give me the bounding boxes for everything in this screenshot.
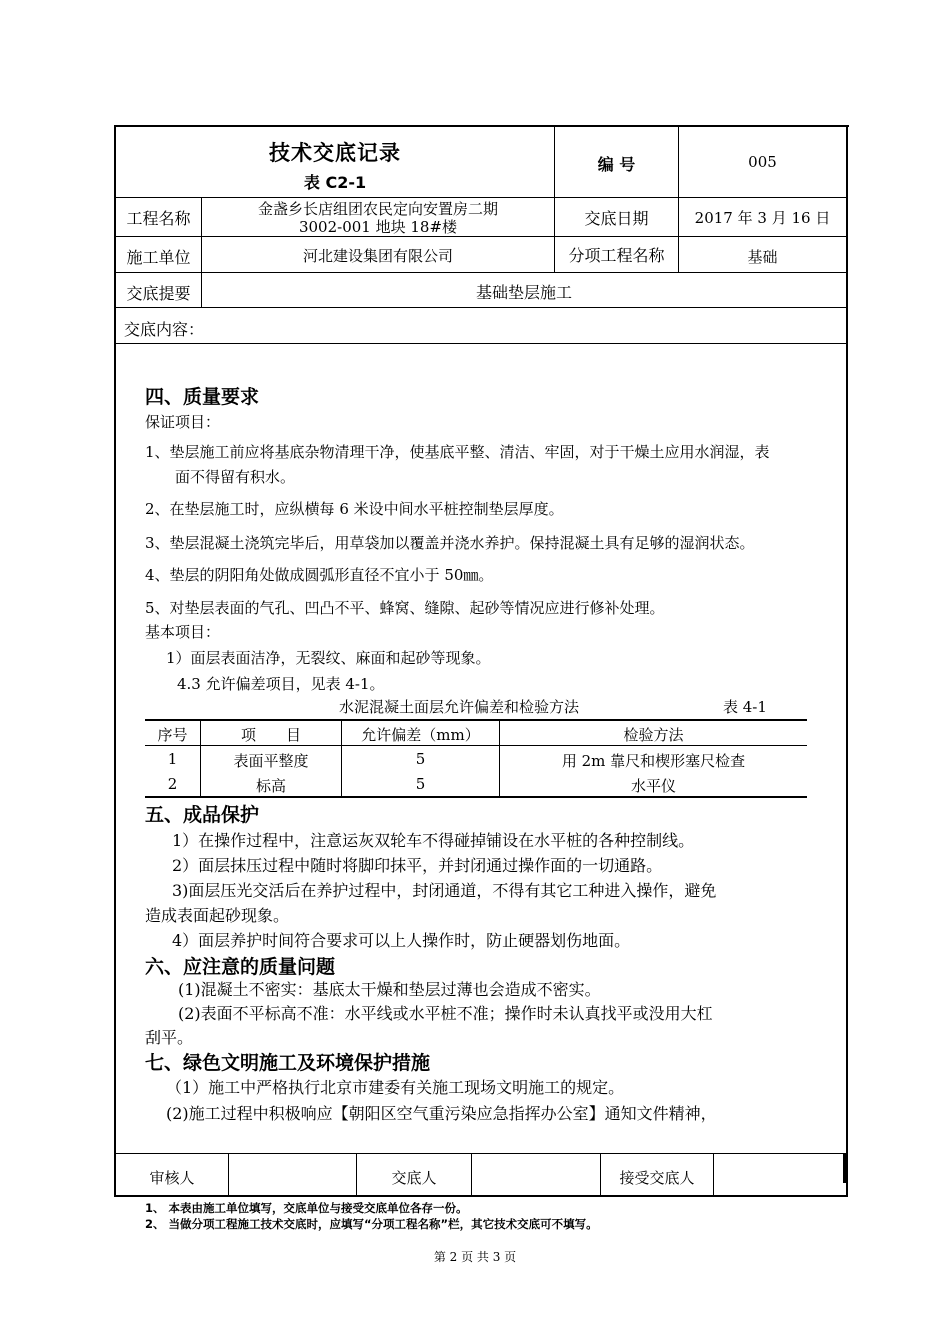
- form-number: 表 C2-1: [303, 173, 367, 192]
- section5-heading: 五、成品保护: [145, 804, 260, 826]
- s5-item2: 2）面层抹压过程中随时将脚印抹平，并封闭通过操作面的一切通路。: [172, 856, 663, 875]
- row-rule-3: [114, 272, 847, 273]
- page-number: 第 2 页 共 3 页: [433, 1250, 517, 1264]
- table-row-1-tolerance: 5: [415, 750, 426, 768]
- tbl-bottom: [145, 796, 807, 798]
- tolerance-note: 4.3 允许偏差项目，见表 4-1。: [177, 675, 385, 693]
- note-1: 1、 本表由施工单位填写，交底单位与接受交底单位各存一份。: [145, 1201, 468, 1215]
- reviewer-field[interactable]: [229, 1154, 356, 1195]
- table-row-2-tolerance: 5: [415, 775, 426, 793]
- table-row-1-seq: 1: [167, 750, 178, 768]
- table-number: 表 4-1: [723, 698, 767, 716]
- project-name-line2: 3002-001 地块 18#楼: [298, 218, 458, 236]
- frame-top: [114, 125, 849, 127]
- section6-heading: 六、应注意的质量问题: [145, 956, 336, 978]
- frame-bottom: [114, 1195, 848, 1197]
- content-label: 交底内容：: [124, 320, 205, 339]
- row-rule-5: [114, 343, 847, 344]
- table-row-2-item: 标高: [255, 777, 286, 795]
- section7-heading: 七、绿色文明施工及环境保护措施: [145, 1052, 431, 1074]
- table-row-2-method: 水平仪: [630, 777, 676, 795]
- item5: 5、对垫层表面的气孔、凹凸不平、蜂窝、缝隙、起砂等情况应进行修补处理。: [145, 599, 665, 617]
- row-rule-4: [114, 307, 847, 308]
- record-title: 技术交底记录: [269, 141, 401, 165]
- table-row-2-seq: 2: [167, 775, 178, 793]
- s6-item2-line2: 刮平。: [145, 1028, 194, 1047]
- date-label: 交底日期: [584, 209, 649, 228]
- summary-label: 交底提要: [126, 284, 191, 303]
- table-header-item: 项 目: [240, 726, 301, 744]
- item2: 2、在垫层施工时，应纵横每 6 米设中间水平桩控制垫层厚度。: [145, 500, 564, 518]
- table-header-seq: 序号: [157, 726, 188, 744]
- s5-item4: 4）面层养护时间符合要求可以上人操作时，防止硬器划伤地面。: [172, 931, 631, 950]
- table-caption: 水泥混凝土面层允许偏差和检验方法: [339, 698, 580, 716]
- table-header-tolerance: 允许偏差（mm）: [361, 726, 480, 744]
- discloser-label: 交底人: [391, 1169, 437, 1187]
- item4: 4、垫层的阴阳角处做成圆弧形直径不宜小于 50㎜。: [145, 566, 494, 584]
- section4-heading: 四、质量要求: [145, 386, 260, 408]
- s5-item3-line1: 3)面层压光交活后在养护过程中，封闭通道，不得有其它工种进入操作，避免: [172, 881, 717, 900]
- item1-line1: 1、垫层施工前应将基底杂物清理干净，使基底平整、清洁、牢固，对于干燥土应用水润湿，表: [145, 443, 770, 461]
- unit-value: 河北建设集团有限公司: [302, 247, 453, 265]
- serial-value: 005: [748, 153, 777, 171]
- tbl-head-rule: [145, 745, 807, 746]
- receiver-field[interactable]: [714, 1154, 844, 1195]
- basic-label: 基本项目：: [145, 623, 221, 641]
- date-value: 2017 年 3 月 16 日: [694, 209, 831, 227]
- project-name-label: 工程名称: [126, 209, 191, 228]
- s6-item1: (1)混凝土不密实：基底太干燥和垫层过薄也会造成不密实。: [178, 980, 601, 999]
- s6-item2-line1: (2)表面不平标高不准：水平线或水平桩不准；操作时未认真找平或没用大杠: [178, 1004, 713, 1023]
- s5-item3-line2: 造成表面起砂现象。: [145, 906, 290, 925]
- subproject-label: 分项工程名称: [568, 246, 665, 265]
- table-header-method: 检验方法: [623, 726, 684, 744]
- summary-value: 基础垫层施工: [475, 283, 572, 302]
- receiver-label: 接受交底人: [619, 1169, 695, 1187]
- item1-line2: 面不得留有积水。: [175, 468, 296, 486]
- project-name-line1: 金盏乡长店组团农民定向安置房二期: [257, 200, 498, 218]
- tbl-top: [145, 719, 807, 721]
- subproject-value: 基础: [747, 248, 778, 266]
- unit-label: 施工单位: [126, 248, 191, 267]
- item3: 3、垫层混凝土浇筑完毕后，用草袋加以覆盖并浇水养护。保持混凝土具有足够的湿润状态。: [145, 534, 755, 552]
- discloser-field[interactable]: [472, 1154, 600, 1195]
- note-2: 2、 当做分项工程施工技术交底时，应填写“分项工程名称”栏，其它技术交底可不填写。: [145, 1217, 598, 1231]
- basic1: 1）面层表面洁净，无裂纹、麻面和起砂等现象。: [166, 649, 491, 667]
- s7-item1: （1）施工中严格执行北京市建委有关施工现场文明施工的规定。: [166, 1078, 625, 1097]
- frame-right: [846, 125, 848, 1197]
- s5-item1: 1）在操作过程中，注意运灰双轮车不得碰掉铺设在水平桩的各种控制线。: [172, 831, 695, 850]
- table-row-1-method: 用 2m 靠尺和楔形塞尺检查: [561, 752, 746, 770]
- s7-item2: (2)施工过程中积极响应【朝阳区空气重污染应急指挥办公室】通知文件精神，: [166, 1104, 717, 1123]
- serial-label: 编 号: [597, 155, 636, 174]
- guarantee-label: 保证项目：: [145, 413, 221, 431]
- reviewer-label: 审核人: [149, 1169, 195, 1187]
- table-row-1-item: 表面平整度: [233, 752, 309, 770]
